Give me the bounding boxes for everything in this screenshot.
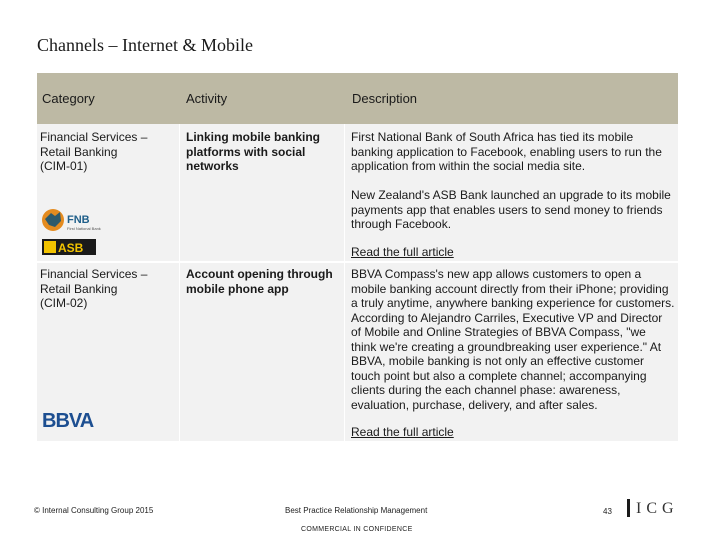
icg-logo: ICG — [636, 500, 679, 517]
column-divider — [344, 124, 345, 261]
row-description-paragraph: New Zealand's ASB Bank launched an upgrade to its mobile payments app that enables users to send money to friends through Facebook. — [351, 188, 671, 231]
header-activity: Activity — [186, 91, 228, 106]
asb-logo — [42, 239, 96, 255]
row-activity: Account opening through mobile phone app — [186, 267, 333, 296]
column-divider — [344, 263, 345, 441]
brand-bar — [627, 499, 630, 517]
footer-title: Best Practice Relationship Management — [285, 506, 428, 515]
slide-title: Channels – Internet & Mobile — [37, 35, 253, 55]
table-header — [37, 73, 678, 124]
svg-text:FNB: FNB — [67, 214, 90, 226]
footer-copyright: © Internal Consulting Group 2015 — [34, 506, 154, 515]
footer-confidential: COMMERCIAL IN CONFIDENCE — [301, 526, 413, 533]
column-divider — [179, 124, 180, 261]
svg-text:BBVA: BBVA — [42, 410, 94, 431]
row-description-paragraph: First National Bank of South Africa has tied its mobile banking application to Facebook, enabling users to run the application from within the social media site. — [351, 130, 662, 173]
fnb-logo — [41, 207, 101, 233]
row-activity: Linking mobile banking platforms with social networks — [186, 130, 321, 173]
table-row — [37, 124, 678, 261]
read-article-link[interactable]: Read the full article — [351, 245, 454, 259]
row-description-paragraph: BBVA Compass's new app allows customers to open a mobile banking account directly from their iPhone; providing a truly anytime, anywhere banking experience for customers. According to Alejandro Carriles, Executive VP and Director of Mobile and Online Strategies of BBVA Compass, "we think we're creating a groundbreaking user experience." At BBVA, mobile banking is not only an effective customer touch point but also a complete channel; accompanying clients during the each channel phase: awareness, evaluation, purchase, delivery, and after sales. — [351, 267, 675, 412]
svg-text:First National Bank: First National Bank — [67, 226, 101, 231]
bbva-logo — [42, 409, 102, 431]
page-number: 43 — [603, 507, 612, 516]
row-category: Financial Services – Retail Banking (CIM-02) — [40, 267, 148, 310]
column-divider — [179, 263, 180, 441]
header-category: Category — [42, 91, 95, 106]
table-row — [37, 263, 678, 441]
read-article-link[interactable]: Read the full article — [351, 425, 454, 439]
row-category: Financial Services – Retail Banking (CIM-01) — [40, 130, 148, 173]
svg-text:ASB: ASB — [58, 241, 84, 255]
header-description: Description — [352, 91, 418, 106]
